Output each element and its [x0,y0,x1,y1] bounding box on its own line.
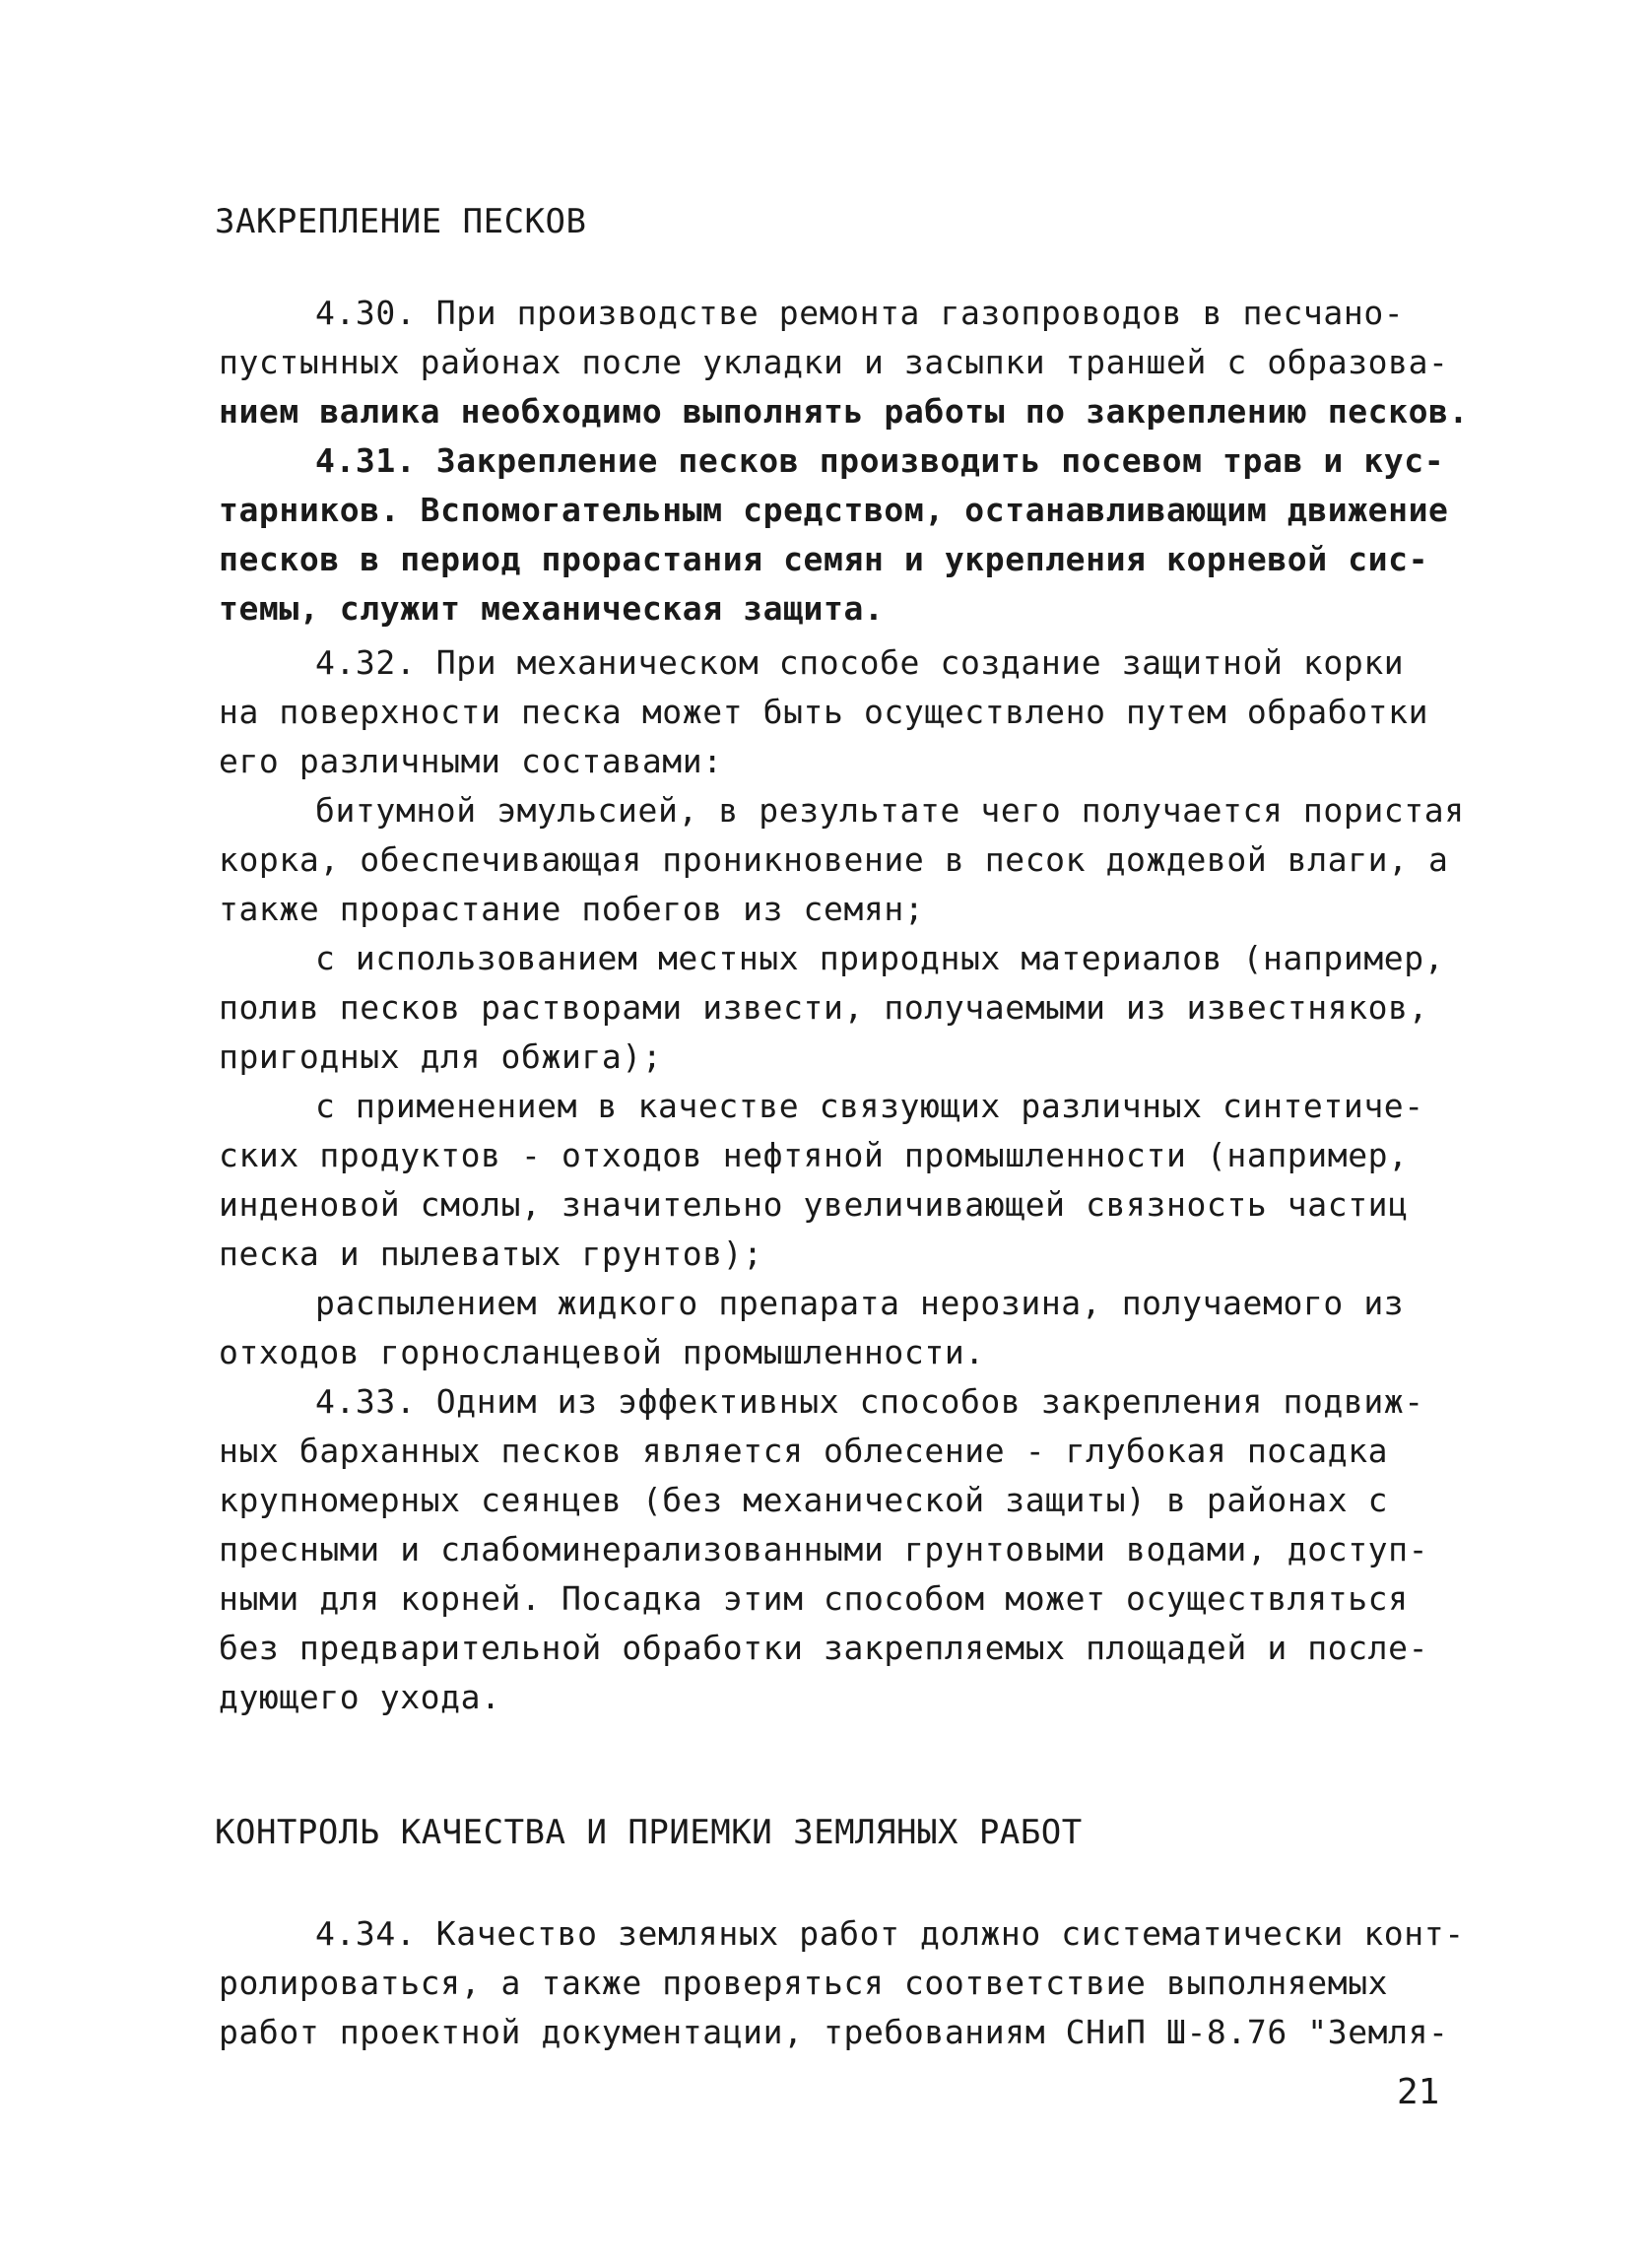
text-line: 4.33. Одним из эффективных способов закрепления подвиж- [315,1382,1424,1421]
text-line: пустынных районах после укладки и засыпки траншей с образова- [219,343,1449,381]
section-heading-quality-control: КОНТРОЛЬ КАЧЕСТВА И ПРИЕМКИ ЗЕМЛЯНЫХ РАБОТ [215,1813,1083,1852]
text-line: песков в период прорастания семян и укрепления корневой сис- [219,540,1429,578]
text-line: дующего ухода. [219,1678,501,1716]
text-line: ролироваться, а также проверяться соответствие выполняемых [219,1964,1389,2002]
text-line: 4.31. Закрепление песков производить посевом трав и кус- [315,441,1445,480]
text-line: инденовой смолы, значительно увеличивающей связность частиц [219,1185,1409,1224]
text-line: распылением жидкого препарата нерозина, получаемого из [315,1284,1405,1322]
text-line: ных барханных песков является облесение - глубокая посадка [219,1432,1389,1470]
text-line: крупномерных сеянцев (без механической защиты) в районах с [219,1481,1389,1519]
text-line: пригодных для обжига); [219,1037,663,1076]
text-line: ными для корней. Посадка этим способом может осуществляться [219,1579,1409,1618]
text-line: с использованием местных природных материалов (например, [315,939,1445,977]
text-line: битумной эмульсией, в результате чего получается пористая [315,791,1465,830]
section-heading-sand-fixing: ЗАКРЕПЛЕНИЕ ПЕСКОВ [215,202,587,241]
text-line: полив песков растворами извести, получаемыми из известняков, [219,988,1429,1027]
text-line: на поверхности песка может быть осуществлено путем обработки [219,693,1429,731]
text-line: его различными составами: [219,742,723,780]
text-line: также прорастание побегов из семян; [219,890,925,928]
text-line: тарников. Вспомогательным средством, останавливающим движение [219,491,1449,529]
text-line: отходов горносланцевой промышленности. [219,1333,985,1371]
text-line: с применением в качестве связующих различных синтетиче- [315,1087,1424,1125]
text-line: 4.32. При механическом способе создание защитной корки [315,643,1405,682]
text-line: без предварительной обработки закрепляемых площадей и после- [219,1629,1429,1667]
text-line: пресными и слабоминерализованными грунтовыми водами, доступ- [219,1530,1429,1568]
text-line: песка и пылеватых грунтов); [219,1234,763,1273]
text-line: 4.34. Качество земляных работ должно систематически конт- [315,1914,1465,1953]
text-line: работ проектной документации, требованиям СНиП Ш-8.76 "Земля- [219,2013,1449,2051]
text-line: 4.30. При производстве ремонта газопроводов в песчано- [315,294,1405,332]
text-line: корка, обеспечивающая проникновение в песок дождевой влаги, а [219,840,1449,879]
text-line: темы, служит механическая защита. [219,589,885,628]
text-line: нием валика необходимо выполнять работы по закреплению песков. [219,392,1469,431]
page-number: 21 [1397,2072,1440,2112]
text-line: ских продуктов - отходов нефтяной промышленности (например, [219,1136,1409,1174]
